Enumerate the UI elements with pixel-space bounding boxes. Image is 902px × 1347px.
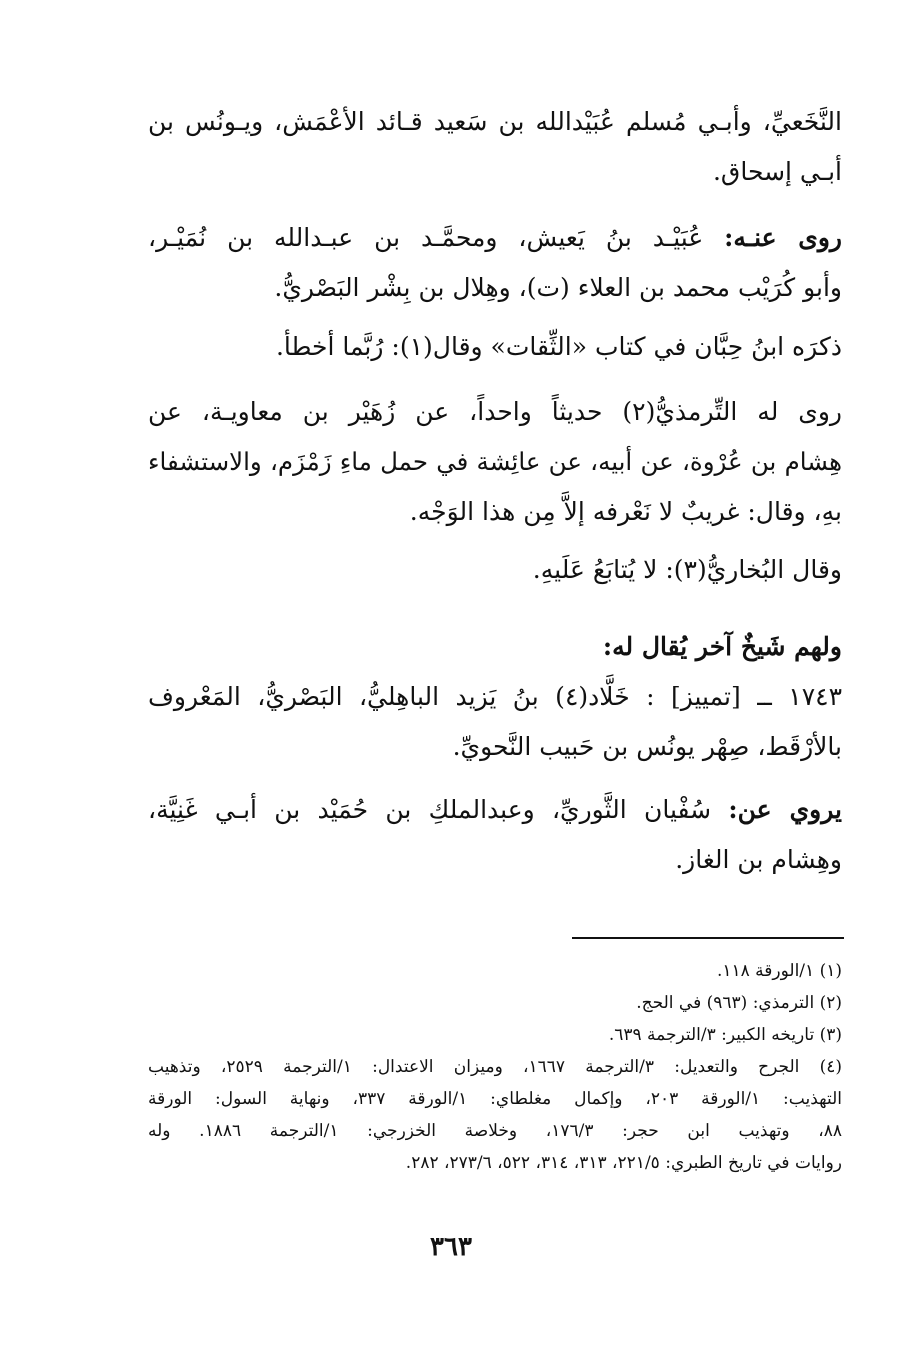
footnote-3: (٣) تاريخه الكبير: ٣/الترجمة ٦٣٩.	[608, 1025, 842, 1045]
paragraph-1-line-1: النَّخَعيِّ، وأبـي مُسلم عُبَيْدالله بن سَعيد قـائد الأعْمَش، ويـونُس بن	[148, 107, 842, 136]
entry-1743-line-1: ١٧٤٣ ــ [تمييز] : خَلَّاد(٤) بنُ يَزيد الباهِليُّ، البَصْريُّ، المَعْروف	[148, 682, 842, 711]
section-heading	[148, 622, 842, 672]
footnote-4-line-1: (٤) الجرح والتعديل: ٣/الترجمة ١٦٦٧، وميزان الاعتدال: ١/الترجمة ٢٥٢٩، وتذهيب	[148, 1057, 842, 1077]
paragraph-narrators-from-him	[148, 213, 842, 313]
paragraph-5	[148, 545, 842, 595]
paragraph-4-line-1: روى له التِّرمذيُّ(٢) حديثاً واحداً، عن زُهَيْر بن معاويـة، عن	[148, 397, 842, 426]
paragraph-1-line-2: أبـي إسحاق.	[712, 157, 842, 186]
paragraph-4-line-2: هِشام بن عُرْوة، عن أبيه، عن عائِشة في حمل ماءِ زَمْزَم، والاستشفاء	[148, 447, 842, 476]
paragraph-2-line-1	[148, 213, 842, 263]
paragraph-2-line-1-text: عُبَيْـد بنُ يَعيش، ومحمَّـد بن عبـدالله بن نُمَيْـر،	[148, 223, 704, 252]
page-number: ٣٦٣	[430, 1232, 472, 1262]
footnote-4-line-2: التهذيب: ١/الورقة ٢٠٣، وإكمال مغلطاي: ١/الورقة ٣٣٧، ونهاية السول: الورقة	[148, 1089, 842, 1109]
entry-1743-line-2: بالأرْقَط، صِهْر يونُس بن حَبيب النَّحويِّ.	[452, 732, 842, 761]
footnote-2: (٢) الترمذي: (٩٦٣) في الحج.	[636, 993, 842, 1013]
footnotes	[148, 955, 842, 1179]
entry-1743	[148, 672, 842, 772]
paragraph-4	[148, 387, 842, 537]
label-rawa-anhu: روى عنـه:	[724, 223, 842, 252]
label-yarwi-an: يروي عن:	[728, 795, 842, 824]
paragraph-3-line-1: ذكرَه ابنُ حِبَّان في كتاب «الثِّقات» وقال(١): رُبَّما أخطأ.	[275, 332, 842, 361]
footnote-separator	[572, 937, 844, 939]
paragraph-8-line-2: وهِشام بن الغاز.	[675, 845, 842, 874]
paragraph-4-line-3: بهِ، وقال: غريبٌ لا نَعْرفه إلاَّ مِن هذا الوَجْه.	[409, 497, 842, 526]
paragraph-8-line-1-text: سُفْيان الثَّوريِّ، وعبدالملكِ بن حُمَيْد بن أبـي غَنِيَّة،	[148, 795, 712, 824]
paragraph-5-line-1: وقال البُخاريُّ(٣): لا يُتابَعُ عَلَيهِ.	[532, 555, 842, 584]
footnote-4-line-4: روايات في تاريخ الطبري: ٢٢١/٥، ٣١٣، ٣١٤، ٥٢٢، ٢٧٣/٦، ٢٨٢.	[405, 1153, 842, 1173]
paragraph-narrates-from	[148, 785, 842, 885]
paragraph-3	[148, 322, 842, 372]
footnote-4-line-3: ٨٨، وتهذيب ابن حجر: ١٧٦/٣، وخلاصة الخزرجي: ١/الترجمة ١٨٨٦. وله	[148, 1121, 842, 1141]
paragraph-8-line-1	[148, 785, 842, 835]
paragraph-1	[148, 97, 842, 197]
footnote-1: (١) ١/الورقة ١١٨.	[716, 961, 842, 981]
paragraph-2-line-2: وأبو كُرَيْب محمد بن العلاء (ت)، وهِلال بن بِشْر البَصْريُّ.	[274, 273, 842, 302]
section-heading-text: ولهم شَيخٌ آخر يُقال له:	[602, 632, 842, 661]
